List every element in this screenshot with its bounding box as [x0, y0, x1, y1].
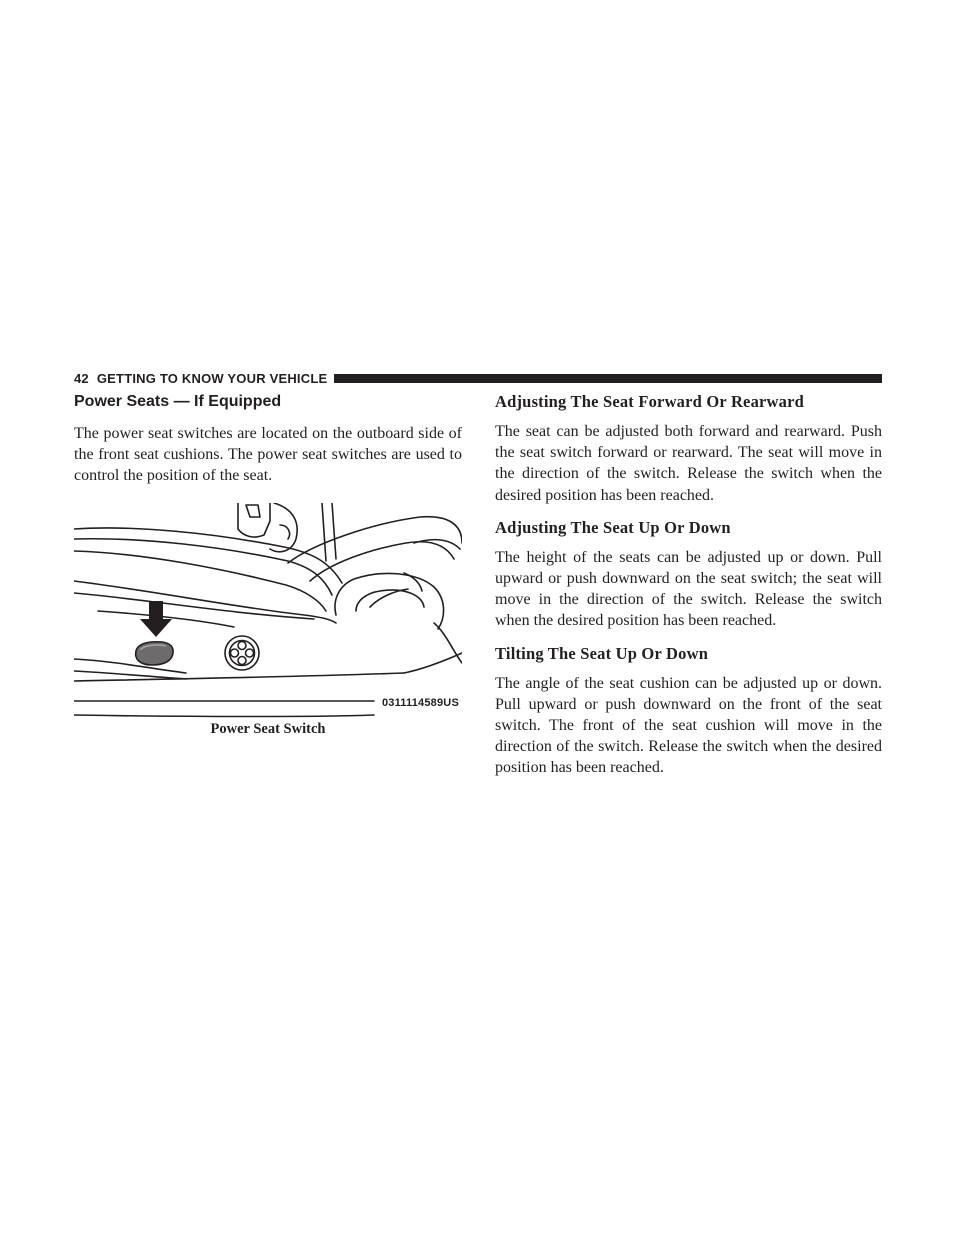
page-header: [74, 370, 882, 386]
up-down-heading: Adjusting The Seat Up Or Down: [495, 517, 731, 537]
up-down-paragraph: The height of the seats can be adjusted up or down. Pull upward or push downward on the seat switch; the seat will move in the direction of the switch. Release the switch when the desired position has been reached.: [495, 548, 882, 630]
seat-illustration: [74, 503, 462, 727]
power-seat-switch-figure: [74, 503, 462, 727]
power-seats-heading: Power Seats — If Equipped: [74, 393, 282, 410]
section-title: GETTING TO KNOW YOUR VEHICLE: [96, 370, 328, 386]
forward-rearward-heading: Adjusting The Seat Forward Or Rearward: [495, 392, 805, 411]
tilting-paragraph: The angle of the seat cushion can be adjusted up or down. Pull upward or push downward on the front of the seat switch. The front of the seat cushion will move in the direction of the switch. Release the switch when the desired position has been reached.: [495, 674, 882, 777]
arrow-down-icon: [140, 601, 172, 637]
forward-rearward-paragraph: The seat can be adjusted both forward and rearward. Push the seat switch forward or rearward. The seat will move in the direction of the switch. Release the switch when the desired position has been reached.: [495, 423, 882, 504]
figure-code: 0311114589US: [381, 696, 459, 709]
page-number: 42: [74, 370, 89, 386]
power-seats-paragraph: The power seat switches are located on the outboard side of the front seat cushions. The power seat switches are used to control the position of the seat.: [74, 425, 462, 485]
left-column: [74, 392, 462, 738]
header-rule: [334, 374, 882, 383]
right-column: [495, 392, 882, 791]
tilting-heading: Tilting The Seat Up Or Down: [495, 643, 709, 663]
figure-caption: Power Seat Switch: [210, 720, 326, 737]
